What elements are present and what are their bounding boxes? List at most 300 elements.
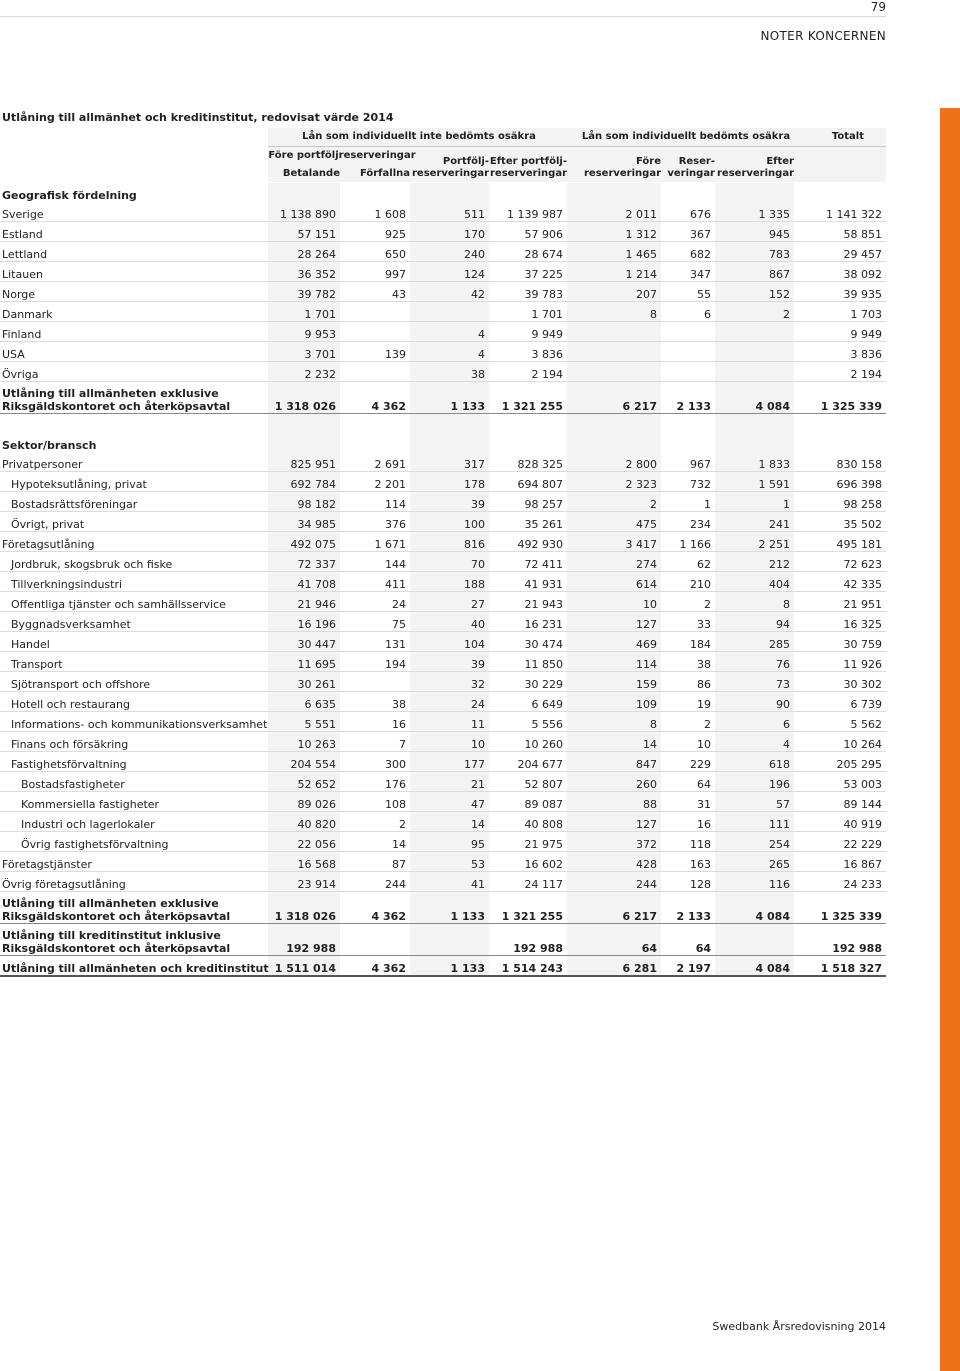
value-cell: 11	[410, 712, 489, 732]
value-cell: 2 800	[567, 452, 661, 472]
value-cell: 32	[410, 672, 489, 692]
empty-cell	[794, 183, 886, 202]
value-cell: 21 943	[489, 592, 567, 612]
value-cell: 4	[715, 732, 794, 752]
value-cell: 2	[661, 712, 715, 732]
value-cell: 676	[661, 202, 715, 222]
row-label	[0, 792, 268, 812]
value-cell: 732	[661, 472, 715, 492]
row-label	[0, 322, 268, 342]
row-label-text: Geografisk fördelning	[2, 189, 137, 202]
value-cell: 131	[340, 632, 410, 652]
row-label	[0, 452, 268, 472]
value-cell: 229	[661, 752, 715, 772]
value-cell: 4 362	[340, 956, 410, 977]
value-cell: 244	[567, 872, 661, 892]
value-cell: 2	[340, 812, 410, 832]
row-label	[0, 672, 268, 692]
credit-institution-row	[0, 924, 886, 956]
value-cell: 1 325 339	[794, 892, 886, 924]
value-cell: 10	[410, 732, 489, 752]
value-cell: 41 931	[489, 572, 567, 592]
value-cell: 35 261	[489, 512, 567, 532]
value-cell: 47	[410, 792, 489, 812]
value-cell: 428	[567, 852, 661, 872]
value-cell: 6 281	[567, 956, 661, 977]
value-cell: 14	[410, 812, 489, 832]
row-label	[0, 712, 268, 732]
value-cell: 6	[661, 302, 715, 322]
value-cell: 1 318 026	[268, 892, 340, 924]
value-cell: 6 217	[567, 382, 661, 414]
value-cell: 2 691	[340, 452, 410, 472]
value-cell: 1 141 322	[794, 202, 886, 222]
value-cell: 57	[715, 792, 794, 812]
value-cell: 192 988	[794, 924, 886, 956]
row-label	[0, 302, 268, 322]
value-cell: 1 701	[489, 302, 567, 322]
col-header-betalande: Betalande	[282, 168, 340, 179]
value-cell: 1 139 987	[489, 202, 567, 222]
row-label-text: Utlåning till allmänheten exklusive	[2, 387, 219, 400]
row-label	[0, 956, 268, 977]
value-cell: 10 260	[489, 732, 567, 752]
value-cell: 511	[410, 202, 489, 222]
value-cell: 10 263	[268, 732, 340, 752]
value-cell: 16 602	[489, 852, 567, 872]
value-cell	[715, 362, 794, 382]
value-cell: 14	[340, 832, 410, 852]
value-cell: 825 951	[268, 452, 340, 472]
value-cell: 1 133	[410, 382, 489, 414]
row-label	[0, 812, 268, 832]
value-cell: 73	[715, 672, 794, 692]
value-cell: 118	[661, 832, 715, 852]
value-cell: 8	[567, 302, 661, 322]
value-cell: 39 783	[489, 282, 567, 302]
value-cell: 98 257	[489, 492, 567, 512]
value-cell	[567, 342, 661, 362]
value-cell: 87	[340, 852, 410, 872]
row-label-text: Bostadsrättsföreningar	[11, 498, 138, 511]
value-cell: 152	[715, 282, 794, 302]
value-cell: 33	[661, 612, 715, 632]
value-cell: 9 949	[794, 322, 886, 342]
value-cell: 2 194	[489, 362, 567, 382]
table-row	[0, 492, 886, 512]
value-cell: 4	[410, 342, 489, 362]
row-label-text: Utlåning till kreditinstitut inklusive	[2, 929, 221, 942]
value-cell: 64	[661, 772, 715, 792]
row-label-text: Finland	[2, 328, 42, 341]
value-cell: 178	[410, 472, 489, 492]
empty-cell	[268, 414, 340, 434]
value-cell: 2 011	[567, 202, 661, 222]
value-cell: 1 465	[567, 242, 661, 262]
col-header-efter-line1: Efter	[766, 156, 794, 167]
value-cell: 21 975	[489, 832, 567, 852]
value-cell: 1 166	[661, 532, 715, 552]
value-cell	[715, 322, 794, 342]
value-cell: 3 417	[567, 532, 661, 552]
col-header-efter-portfolj-line1: Efter portfölj-	[489, 156, 567, 167]
value-cell: 210	[661, 572, 715, 592]
value-cell: 6	[715, 712, 794, 732]
value-cell: 9 949	[489, 322, 567, 342]
row-label-text: Estland	[2, 228, 43, 241]
row-label	[0, 752, 268, 772]
value-cell: 2 194	[794, 362, 886, 382]
value-cell: 945	[715, 222, 794, 242]
value-cell: 205 295	[794, 752, 886, 772]
value-cell: 64	[567, 924, 661, 956]
value-cell: 58 851	[794, 222, 886, 242]
empty-cell	[340, 433, 410, 452]
value-cell: 694 807	[489, 472, 567, 492]
value-cell: 22 229	[794, 832, 886, 852]
value-cell	[340, 672, 410, 692]
value-cell: 16 867	[794, 852, 886, 872]
empty-cell	[489, 433, 567, 452]
row-label-text: Handel	[11, 638, 50, 651]
empty-cell	[489, 183, 567, 202]
empty-cell	[567, 183, 661, 202]
value-cell: 43	[340, 282, 410, 302]
row-label	[0, 612, 268, 632]
empty-cell	[268, 183, 340, 202]
value-cell: 696 398	[794, 472, 886, 492]
value-cell: 492 075	[268, 532, 340, 552]
table-row	[0, 832, 886, 852]
value-cell: 34 985	[268, 512, 340, 532]
value-cell: 90	[715, 692, 794, 712]
value-cell: 16	[340, 712, 410, 732]
col-header-portfolj-line2: reserveringar	[412, 168, 489, 179]
table-row	[0, 712, 886, 732]
value-cell: 16 196	[268, 612, 340, 632]
value-cell: 8	[715, 592, 794, 612]
page-number: 79	[870, 0, 886, 14]
value-cell: 492 930	[489, 532, 567, 552]
value-cell	[340, 924, 410, 956]
orange-side-bar	[940, 108, 960, 1371]
value-cell: 70	[410, 552, 489, 572]
value-cell: 4 084	[715, 956, 794, 977]
value-cell: 62	[661, 552, 715, 572]
value-cell: 36 352	[268, 262, 340, 282]
table-row	[0, 262, 886, 282]
table-row	[0, 302, 886, 322]
value-cell: 144	[340, 552, 410, 572]
value-cell: 1 511 014	[268, 956, 340, 977]
row-label	[0, 382, 268, 414]
value-cell: 260	[567, 772, 661, 792]
value-cell: 7	[340, 732, 410, 752]
empty-cell	[661, 183, 715, 202]
value-cell	[567, 362, 661, 382]
row-label-text: Bostadsfastigheter	[21, 778, 125, 791]
value-cell: 41 708	[268, 572, 340, 592]
row-label	[0, 632, 268, 652]
value-cell: 30 759	[794, 632, 886, 652]
empty-cell	[715, 433, 794, 452]
col-header-portfolj-line1: Portfölj-	[442, 156, 489, 167]
value-cell: 114	[567, 652, 661, 672]
value-cell: 475	[567, 512, 661, 532]
value-cell: 16 325	[794, 612, 886, 632]
row-label-text: Hotell och restaurang	[11, 698, 130, 711]
col-header-efter-portfolj-line2: reserveringar	[490, 168, 567, 179]
value-cell: 2	[715, 302, 794, 322]
value-cell: 244	[340, 872, 410, 892]
value-cell	[340, 322, 410, 342]
value-cell: 109	[567, 692, 661, 712]
value-cell: 163	[661, 852, 715, 872]
value-cell: 64	[661, 924, 715, 956]
value-cell: 139	[340, 342, 410, 362]
row-label-text: Jordbruk, skogsbruk och fiske	[11, 558, 173, 571]
empty-cell	[410, 414, 489, 434]
col-header-efter-line2: reserveringar	[717, 168, 794, 179]
value-cell: 5 551	[268, 712, 340, 732]
value-cell: 6 739	[794, 692, 886, 712]
group-header-total: Totalt	[831, 131, 864, 142]
row-label-text: USA	[2, 348, 25, 361]
value-cell: 11 850	[489, 652, 567, 672]
row-label	[0, 183, 268, 202]
row-label-text: Sektor/bransch	[2, 439, 97, 452]
value-cell: 23 914	[268, 872, 340, 892]
value-cell: 1 591	[715, 472, 794, 492]
value-cell: 2 133	[661, 382, 715, 414]
value-cell: 847	[567, 752, 661, 772]
grand-total-row	[0, 956, 886, 977]
value-cell: 1 608	[340, 202, 410, 222]
value-cell: 27	[410, 592, 489, 612]
value-cell: 2 133	[661, 892, 715, 924]
row-label	[0, 472, 268, 492]
value-cell: 300	[340, 752, 410, 772]
value-cell: 19	[661, 692, 715, 712]
value-cell: 37 225	[489, 262, 567, 282]
row-label-text: Övriga	[2, 368, 39, 381]
row-label	[0, 362, 268, 382]
value-cell: 367	[661, 222, 715, 242]
value-cell: 1 325 339	[794, 382, 886, 414]
row-label-text: Offentliga tjänster och samhällsservice	[11, 598, 226, 611]
row-label-text: Danmark	[2, 308, 53, 321]
col-header-fore-line2: reserveringar	[584, 168, 661, 179]
row-label-text: Transport	[11, 658, 63, 671]
row-label-text: Företagsutlåning	[2, 538, 95, 551]
value-cell: 108	[340, 792, 410, 812]
col-header-forfallna: Förfallna	[359, 168, 410, 179]
sector-total-row	[0, 892, 886, 924]
value-cell: 94	[715, 612, 794, 632]
value-cell: 111	[715, 812, 794, 832]
empty-cell	[715, 183, 794, 202]
value-cell: 52 652	[268, 772, 340, 792]
col-header-fore-line1: Före	[635, 156, 661, 167]
value-cell: 241	[715, 512, 794, 532]
row-label	[0, 852, 268, 872]
empty-cell	[410, 433, 489, 452]
value-cell: 184	[661, 632, 715, 652]
table-row	[0, 872, 886, 892]
value-cell: 1 312	[567, 222, 661, 242]
empty-cell	[794, 433, 886, 452]
value-cell: 30 229	[489, 672, 567, 692]
footer: Swedbank Årsredovisning 2014	[712, 1320, 886, 1333]
value-cell: 1 703	[794, 302, 886, 322]
empty-cell	[340, 183, 410, 202]
value-cell: 6 635	[268, 692, 340, 712]
loans-table	[0, 183, 886, 977]
row-label-text: Informations- och kommunikationsverksamhet	[11, 718, 268, 731]
value-cell: 2 251	[715, 532, 794, 552]
row-label-text: Fastighetsförvaltning	[11, 758, 127, 771]
value-cell: 89 087	[489, 792, 567, 812]
group-header-not-individual: Lån som individuellt inte bedömts osäkra	[302, 131, 536, 142]
value-cell: 127	[567, 812, 661, 832]
table-row	[0, 532, 886, 552]
row-label	[0, 572, 268, 592]
value-cell: 95	[410, 832, 489, 852]
value-cell: 89 026	[268, 792, 340, 812]
table-row	[0, 812, 886, 832]
value-cell: 682	[661, 242, 715, 262]
value-cell: 38	[340, 692, 410, 712]
value-cell: 55	[661, 282, 715, 302]
value-cell: 10	[567, 592, 661, 612]
value-cell	[715, 924, 794, 956]
value-cell: 1 335	[715, 202, 794, 222]
value-cell: 124	[410, 262, 489, 282]
value-cell: 2 201	[340, 472, 410, 492]
table-row	[0, 242, 886, 262]
value-cell: 16 568	[268, 852, 340, 872]
value-cell: 1 133	[410, 956, 489, 977]
value-cell: 4 084	[715, 382, 794, 414]
table-row	[0, 342, 886, 362]
value-cell: 376	[340, 512, 410, 532]
value-cell: 4 362	[340, 382, 410, 414]
empty-cell	[661, 414, 715, 434]
empty-cell	[567, 433, 661, 452]
value-cell: 265	[715, 852, 794, 872]
row-label	[0, 242, 268, 262]
row-label-text: Privatpersoner	[2, 458, 83, 471]
table-row	[0, 512, 886, 532]
value-cell: 212	[715, 552, 794, 572]
value-cell: 194	[340, 652, 410, 672]
group-header-individual: Lån som individuellt bedömts osäkra	[581, 131, 791, 142]
table-row	[0, 732, 886, 752]
table-row	[0, 222, 886, 242]
value-cell: 1	[715, 492, 794, 512]
value-cell: 24 117	[489, 872, 567, 892]
subgroup-header: Före portföljreserveringar	[268, 150, 416, 161]
value-cell: 42	[410, 282, 489, 302]
value-cell: 10	[661, 732, 715, 752]
row-label	[0, 592, 268, 612]
value-cell: 867	[715, 262, 794, 282]
value-cell: 38	[661, 652, 715, 672]
value-cell: 42 335	[794, 572, 886, 592]
value-cell: 11 926	[794, 652, 886, 672]
value-cell: 176	[340, 772, 410, 792]
value-cell: 57 906	[489, 222, 567, 242]
value-cell: 76	[715, 652, 794, 672]
value-cell: 177	[410, 752, 489, 772]
row-label-text: Utlåning till allmänheten och kreditinstitut	[2, 962, 269, 975]
value-cell: 967	[661, 452, 715, 472]
value-cell: 30 261	[268, 672, 340, 692]
value-cell: 192 988	[268, 924, 340, 956]
value-cell: 196	[715, 772, 794, 792]
value-cell: 495 181	[794, 532, 886, 552]
value-cell: 404	[715, 572, 794, 592]
value-cell: 5 556	[489, 712, 567, 732]
value-cell: 10 264	[794, 732, 886, 752]
table-row	[0, 852, 886, 872]
row-label-text: Norge	[2, 288, 36, 301]
value-cell: 1 138 890	[268, 202, 340, 222]
value-cell: 75	[340, 612, 410, 632]
empty-cell	[715, 414, 794, 434]
table-row	[0, 282, 886, 302]
value-cell: 40 808	[489, 812, 567, 832]
table-row	[0, 692, 886, 712]
value-cell: 1 321 255	[489, 892, 567, 924]
value-cell: 254	[715, 832, 794, 852]
table-row	[0, 752, 886, 772]
value-cell: 204 677	[489, 752, 567, 772]
value-cell: 98 258	[794, 492, 886, 512]
value-cell: 3 836	[794, 342, 886, 362]
value-cell: 21	[410, 772, 489, 792]
table-row	[0, 612, 886, 632]
value-cell	[661, 322, 715, 342]
row-label	[0, 342, 268, 362]
row-label-text: Industri och lagerlokaler	[21, 818, 155, 831]
value-cell: 24	[410, 692, 489, 712]
value-cell: 828 325	[489, 452, 567, 472]
row-label-text: Hypoteksutlåning, privat	[11, 478, 147, 491]
value-cell	[715, 342, 794, 362]
row-label-text: Utlåning till allmänheten exklusive	[2, 897, 219, 910]
row-label-text: Övrigt, privat	[11, 518, 85, 531]
value-cell: 1 318 026	[268, 382, 340, 414]
header-rule	[268, 146, 886, 147]
value-cell: 11 695	[268, 652, 340, 672]
row-label-text: Tillverkningsindustri	[11, 578, 123, 591]
value-cell: 1 133	[410, 892, 489, 924]
value-cell: 170	[410, 222, 489, 242]
row-label-text: Riksgäldskontoret och återköpsavtal	[2, 400, 231, 413]
value-cell: 240	[410, 242, 489, 262]
value-cell: 9 953	[268, 322, 340, 342]
row-label	[0, 872, 268, 892]
value-cell: 30 474	[489, 632, 567, 652]
row-label-text: Lettland	[2, 248, 48, 261]
table-row	[0, 792, 886, 812]
empty-cell	[268, 433, 340, 452]
empty-cell	[410, 183, 489, 202]
col-header-reser-line1: Reser-	[678, 156, 715, 167]
value-cell: 159	[567, 672, 661, 692]
value-cell: 22 056	[268, 832, 340, 852]
